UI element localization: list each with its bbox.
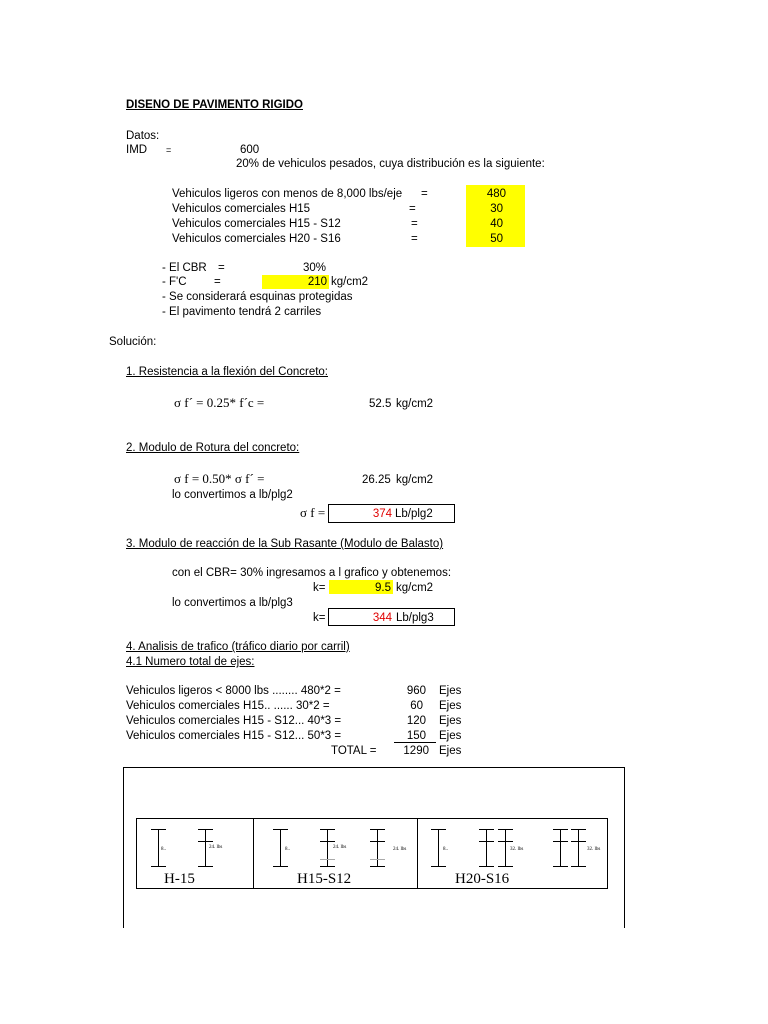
fc-unit: kg/cm2 [331, 276, 369, 288]
flexion-value: 52.5 [369, 398, 392, 410]
k-value: 9.5 [375, 582, 391, 594]
rotura-formula: σ f = 0.50* σ f´ = [174, 471, 265, 486]
total-unit: Ejes [439, 745, 462, 757]
section-2-heading: 2. Modulo de Rotura del concreto: [126, 442, 300, 454]
ejes-row-value: 60 [410, 700, 423, 712]
imd-equals: = [166, 145, 172, 155]
axle-load-label: 32. lbs [510, 847, 524, 852]
balasto-convert-text: lo convertimos a lb/plg3 [172, 597, 293, 609]
total-value: 1290 [403, 745, 429, 757]
cbr-value: 30% [303, 262, 327, 274]
axle-load-label: 8.. [161, 847, 166, 852]
ejes-row-unit: Ejes [439, 715, 462, 727]
ejes-row-unit: Ejes [439, 685, 462, 697]
vehicle-value: 50 [490, 233, 503, 245]
imd-label: IMD [126, 144, 148, 156]
sigma-f-label: σ f = [300, 505, 326, 520]
imd-value: 600 [240, 144, 260, 156]
axle-load-label: 8.. [443, 847, 448, 852]
section-4-heading: 4. Analisis de trafico (tráfico diario por carril) [126, 641, 350, 653]
fc-label: - F'C [162, 276, 187, 288]
diagram-divider [253, 819, 254, 888]
axle-load-label: 24. lbs [209, 845, 223, 850]
k-label: k= [313, 582, 326, 594]
ejes-row-label: Vehiculos comerciales H15 - S12... 40*3 = [126, 715, 342, 727]
vehicle-label: Vehiculos ligeros con menos de 8,000 lbs/eje [172, 188, 403, 200]
ejes-row-value: 120 [406, 715, 426, 727]
axle-load-label: 8.. [285, 847, 290, 852]
ejes-row-label: Vehiculos comerciales H15.. ...... 30*2 = [126, 700, 330, 712]
ejes-row-unit: Ejes [439, 700, 462, 712]
k2-label: k= [313, 612, 326, 624]
ejes-row-label: Vehiculos ligeros < 8000 lbs ........ 480*2 = [126, 685, 341, 697]
trailer-axle-icon [553, 829, 568, 867]
vehicle-label: Vehiculos comerciales H20 - S16 [172, 233, 341, 245]
solucion-heading: Solución: [109, 336, 157, 348]
section-4-1-heading: 4.1 Numero total de ejes: [126, 656, 255, 668]
vehicle-value: 30 [490, 203, 503, 215]
pesados-text: 20% de vehiculos pesados, cuya distribución es la siguiente: [236, 158, 545, 170]
axle-load-label: 32. lbs [587, 847, 601, 852]
vehicle-label: Vehiculos comerciales H15 [172, 203, 311, 215]
fc-equals: = [214, 276, 221, 288]
flexion-formula: σ f´ = 0.25* f´c = [174, 395, 265, 410]
trailer-axle-icon [571, 829, 586, 867]
rotura-result-value: 374 [372, 508, 392, 520]
vehicle-value: 480 [486, 188, 506, 200]
section-1-heading: 1. Resistencia a la flexión del Concreto: [126, 366, 328, 378]
ejes-row-label: Vehiculos comerciales H15 - S12... 50*3 = [126, 730, 342, 742]
total-rule [394, 742, 436, 743]
section-3-heading: 3. Modulo de reacción de la Sub Rasante (Modulo de Balasto) [126, 538, 444, 550]
datos-label: Datos: [126, 130, 160, 142]
diagram-label-h15-s12: H15-S12 [297, 871, 352, 887]
diagram-label-h20-s16: H20-S16 [455, 871, 510, 887]
ejes-row-value: 960 [406, 685, 426, 697]
cbr-equals: = [218, 262, 225, 274]
page-title: DISENO DE PAVIMENTO RIGIDO [126, 99, 303, 111]
balasto-text: con el CBR= 30% ingresamos a l grafico y obtenemos: [172, 567, 452, 579]
total-label: TOTAL = [331, 745, 377, 757]
rotura-value: 26.25 [362, 474, 391, 486]
axle-load-label: 24. lbs [333, 845, 347, 850]
diagram-divider [417, 819, 418, 888]
k2-unit: Lb/plg3 [396, 612, 434, 624]
vehicle-equals: = [409, 203, 416, 215]
axle-load-label: 24. lbs [393, 847, 407, 852]
k-unit: kg/cm2 [396, 582, 434, 594]
flexion-unit: kg/cm2 [396, 398, 434, 410]
diagram-label-h15: H-15 [164, 871, 195, 887]
esquinas-text: - Se considerará esquinas protegidas [162, 291, 353, 303]
fc-value: 210 [307, 276, 327, 288]
k2-value: 344 [372, 612, 392, 624]
rear-axle-icon [479, 829, 494, 867]
vehicle-equals: = [421, 188, 428, 200]
vehicle-equals: = [411, 218, 418, 230]
trailer-axle-icon [370, 829, 385, 867]
vehicle-equals: = [411, 233, 418, 245]
rotura-convert-text: lo convertimos a lb/plg2 [172, 489, 293, 501]
ejes-row-unit: Ejes [439, 730, 462, 742]
cbr-label: - El CBR [162, 262, 207, 274]
rotura-result-unit: Lb/plg2 [395, 508, 433, 520]
axle-diagram [136, 818, 608, 889]
ejes-row-value: 150 [406, 730, 426, 742]
vehicle-value: 40 [490, 218, 503, 230]
carriles-text: - El pavimento tendrá 2 carriles [162, 306, 322, 318]
rotura-unit: kg/cm2 [396, 474, 434, 486]
vehicle-label: Vehiculos comerciales H15 - S12 [172, 218, 341, 230]
